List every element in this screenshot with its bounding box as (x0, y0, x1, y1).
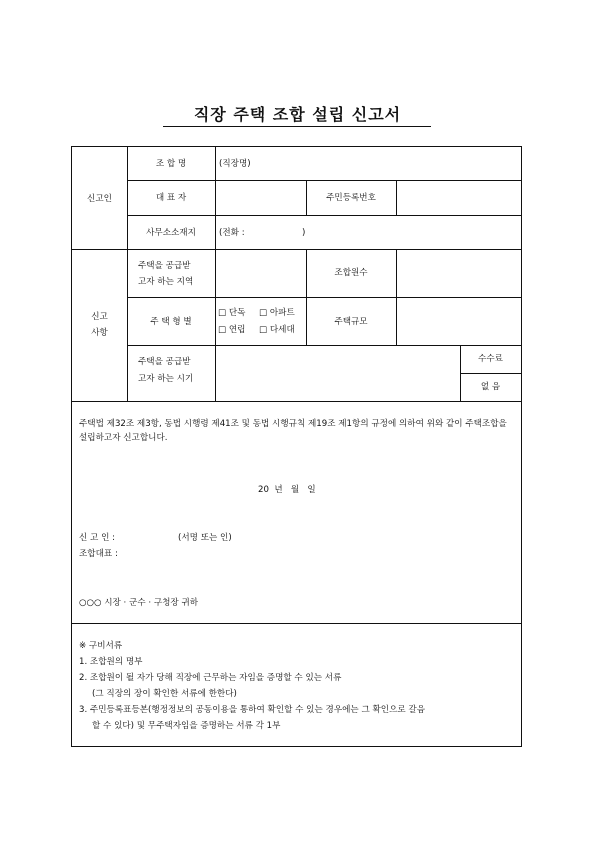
supply-time-label-1: 주택을 공급받 (138, 357, 191, 367)
title-underline (163, 126, 431, 127)
office-address-label: 사무소소재지 (146, 228, 196, 238)
reporter-label: 신 고 인 : (79, 533, 115, 543)
grid-line (127, 147, 128, 401)
grid-line (306, 249, 307, 345)
supply-time-label-2: 고자 하는 시기 (138, 374, 194, 384)
fee-label: 수수료 (478, 354, 503, 364)
phone-close: ) (302, 228, 306, 238)
grid-line (72, 401, 521, 402)
document-item: 2. 조합원이 될 자가 당해 직장에 근무하는 자임을 증명할 수 있는 서류 (79, 673, 342, 683)
declaration-statement: 주택법 제32조 제3항, 동법 시행령 제41조 및 동법 시행규칙 제19조 제1항의 규정에 의하여 위와 같이 주택조합을 설립하고자 신고합니다. (79, 419, 507, 443)
member-count-label: 조합원수 (334, 268, 368, 278)
declaration-date: 20 년 월 일 (258, 485, 316, 495)
document-item: 1. 조합원의 명부 (79, 657, 143, 667)
housing-size-label: 주택규모 (334, 317, 368, 327)
grid-line (72, 623, 521, 624)
housing-option-row-house[interactable]: □ 연립 (218, 325, 246, 335)
recipient-line: ○○○ 시장 · 군수 · 구청장 귀하 (79, 598, 199, 608)
union-name-value: (직장명) (219, 159, 251, 169)
documents-heading: ※ 구비서류 (79, 641, 123, 651)
grid-line (72, 249, 521, 250)
report-form (71, 146, 522, 747)
housing-option-detached[interactable]: □ 단독 (218, 308, 246, 318)
document-item-continued: 할 수 있다) 및 무주택자임을 증명하는 서류 각 1부 (92, 721, 281, 731)
grid-line (460, 373, 521, 374)
supply-area-label-2: 고자 하는 지역 (138, 277, 194, 287)
union-representative-label: 조합대표 : (79, 549, 118, 559)
grid-line (127, 297, 521, 298)
housing-type-label: 주 택 형 별 (150, 317, 192, 327)
signature-note: (서명 또는 인) (178, 533, 232, 543)
grid-line (127, 345, 521, 346)
report-section-label-2: 사항 (91, 328, 108, 338)
grid-line (396, 180, 397, 215)
form-title: 직장 주택 조합 설립 신고서 (193, 105, 402, 124)
document-item-note: (그 직장의 장이 확인한 서류에 한한다) (92, 689, 237, 699)
grid-line (396, 249, 397, 345)
union-name-label: 조 합 명 (155, 159, 187, 169)
representative-label: 대 표 자 (155, 193, 187, 203)
applicant-section-label: 신고인 (87, 194, 112, 204)
report-section-label-1: 신고 (91, 312, 108, 322)
resident-number-label: 주민등록번호 (326, 193, 376, 203)
housing-option-multiplex[interactable]: □ 다세대 (259, 325, 295, 335)
housing-option-apartment[interactable]: □ 아파트 (259, 308, 295, 318)
document-item: 3. 주민등록표등본(행정정보의 공동이용을 통하여 확인할 수 있는 경우에는 그 확인으로 갈음 (79, 705, 426, 715)
supply-area-label-1: 주택을 공급받 (138, 261, 191, 271)
grid-line (215, 147, 216, 401)
phone-text: (전화 : (219, 228, 245, 238)
fee-value: 없 음 (480, 382, 501, 392)
grid-line (127, 180, 521, 181)
grid-line (127, 215, 521, 216)
